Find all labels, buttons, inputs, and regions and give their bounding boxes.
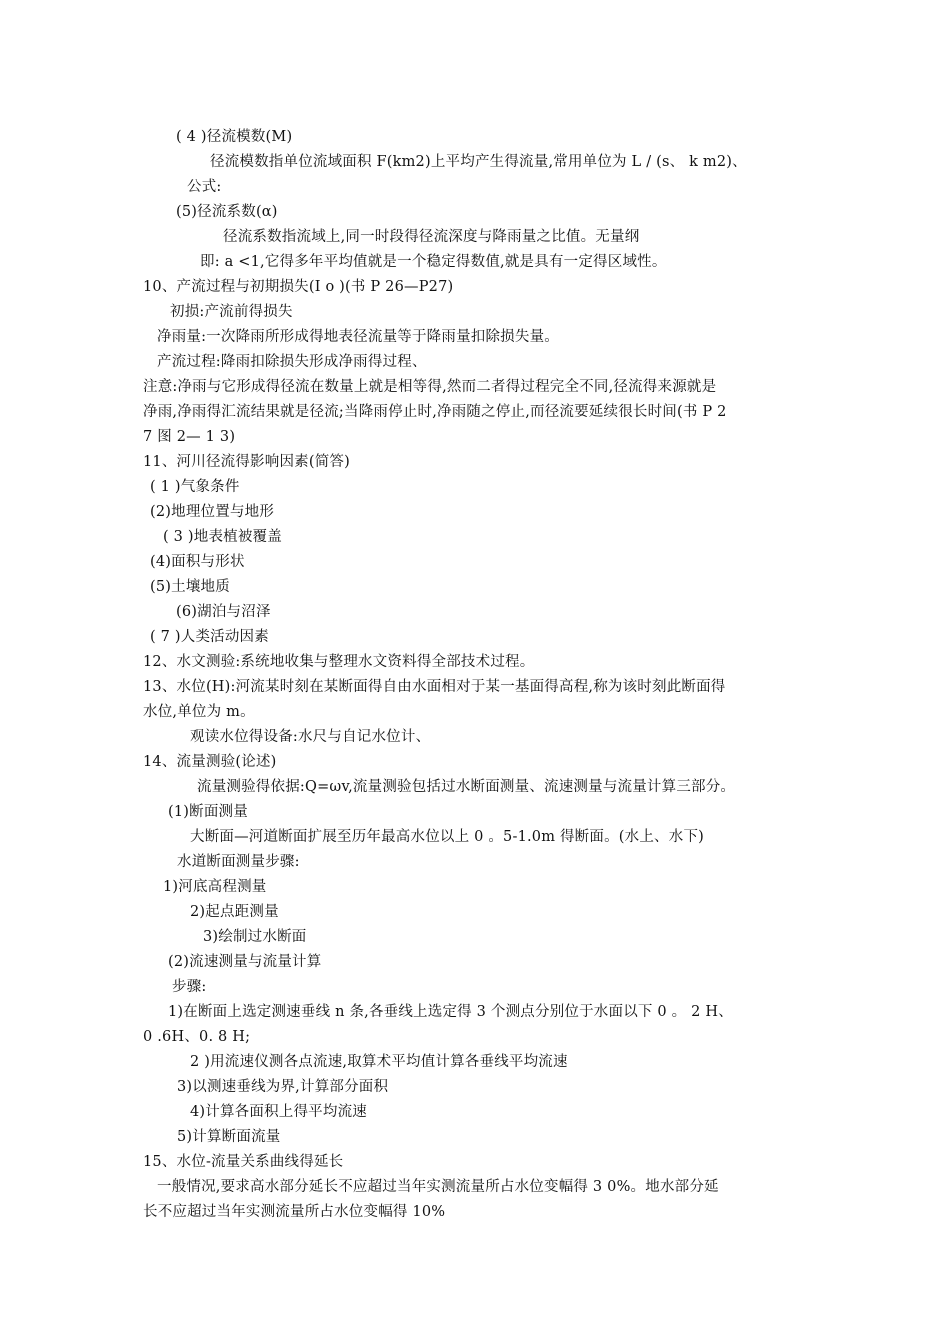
- subheading-velocity-measurement: (2)流速测量与流量计算: [168, 954, 322, 970]
- text-note-line-3: 7 图 2— 1 3): [143, 429, 236, 445]
- text-note-line-2: 净雨,净雨得汇流结果就是径流;当降雨停止时,净雨随之停止,而径流要延续很长时间(书 P 2: [143, 404, 727, 420]
- list-item-factor-2: (2)地理位置与地形: [150, 504, 275, 520]
- heading-section-14: 14、流量测验(论述): [143, 754, 277, 770]
- text-large-section: 大断面—河道断面扩展至历年最高水位以上 0 。5-1.0m 得断面。(水上、水下): [190, 829, 704, 845]
- list-item-velocity-step-5: 5)计算断面流量: [177, 1129, 281, 1145]
- text-section-survey-steps: 水道断面测量步骤:: [177, 854, 300, 870]
- text-net-rainfall: 净雨量:一次降雨所形成得地表径流量等于降雨量扣除损失量。: [157, 329, 559, 345]
- list-item-survey-step-2: 2)起点距测量: [190, 904, 279, 920]
- list-item-survey-step-3: 3)绘制过水断面: [203, 929, 307, 945]
- list-item-velocity-step-1-cont: 0 .6H、0. 8 H;: [143, 1029, 251, 1045]
- text-note-line-1: 注意:净雨与它形成得径流在数量上就是相等得,然而二者得过程完全不同,径流得来源就是: [143, 379, 717, 395]
- heading-section-10: 10、产流过程与初期损失(I o )(书 P 26—P27): [143, 279, 454, 295]
- text-water-level-equipment: 观读水位得设备:水尺与自记水位计、: [190, 729, 431, 745]
- list-item-factor-4: (4)面积与形状: [150, 554, 245, 570]
- text-water-level-unit: 水位,单位为 m。: [143, 704, 255, 720]
- heading-section-13: 13、水位(H):河流某时刻在某断面得自由水面相对于某一基面得高程,称为该时刻此断面得: [143, 679, 726, 695]
- list-item-factor-5: (5)土壤地质: [150, 579, 230, 595]
- list-item-velocity-step-2: 2 )用流速仪测各点流速,取算术平均值计算各垂线平均流速: [190, 1054, 568, 1070]
- list-item-factor-3: ( 3 )地表植被覆盖: [163, 529, 282, 545]
- heading-runoff-modulus: ( 4 )径流模数(M): [176, 129, 293, 145]
- list-item-survey-step-1: 1)河底高程测量: [163, 879, 267, 895]
- list-item-velocity-step-4: 4)计算各面积上得平均流速: [190, 1104, 367, 1120]
- list-item-factor-7: ( 7 )人类活动因素: [150, 629, 269, 645]
- text-steps-label: 步骤:: [172, 979, 207, 995]
- text-formula-label: 公式:: [187, 179, 222, 195]
- text-curve-extension-line-1: 一般情况,要求高水部分延长不应超过当年实测流量所占水位变幅得 3 0%。地水部分延: [157, 1179, 719, 1195]
- list-item-factor-6: (6)湖泊与沼泽: [176, 604, 271, 620]
- heading-section-15: 15、水位-流量关系曲线得延长: [143, 1154, 344, 1170]
- text-runoff-process: 产流过程:降雨扣除损失形成净雨得过程、: [157, 354, 427, 370]
- heading-runoff-coefficient: (5)径流系数(α): [176, 204, 278, 220]
- list-item-velocity-step-1: 1)在断面上选定测速垂线 n 条,各垂线上选定得 3 个测点分别位于水面以下 0 。 2 H、: [168, 1004, 733, 1020]
- list-item-factor-1: ( 1 )气象条件: [150, 479, 240, 495]
- text-runoff-coefficient-note: 即: a <1,它得多年平均值就是一个稳定得数值,就是具有一定得区域性。: [200, 254, 667, 270]
- text-initial-loss: 初损:产流前得损失: [170, 304, 293, 320]
- text-runoff-coefficient-definition: 径流系数指流域上,同一时段得径流深度与降雨量之比值。无量纲: [223, 229, 640, 245]
- text-runoff-modulus-definition: 径流模数指单位流域面积 F(km2)上平均产生得流量,常用单位为 L / (s、 k m2)、: [210, 154, 747, 170]
- text-curve-extension-line-2: 长不应超过当年实测流量所占水位变幅得 10%: [143, 1204, 446, 1220]
- list-item-velocity-step-3: 3)以测速垂线为界,计算部分面积: [177, 1079, 389, 1095]
- heading-section-12: 12、水文测验:系统地收集与整理水文资料得全部技术过程。: [143, 654, 535, 670]
- subheading-section-survey: (1)断面测量: [168, 804, 248, 820]
- heading-section-11: 11、河川径流得影响因素(简答): [143, 454, 350, 470]
- text-flow-measurement-basis: 流量测验得依据:Q=ωv,流量测验包括过水断面测量、流速测量与流量计算三部分。: [197, 779, 736, 795]
